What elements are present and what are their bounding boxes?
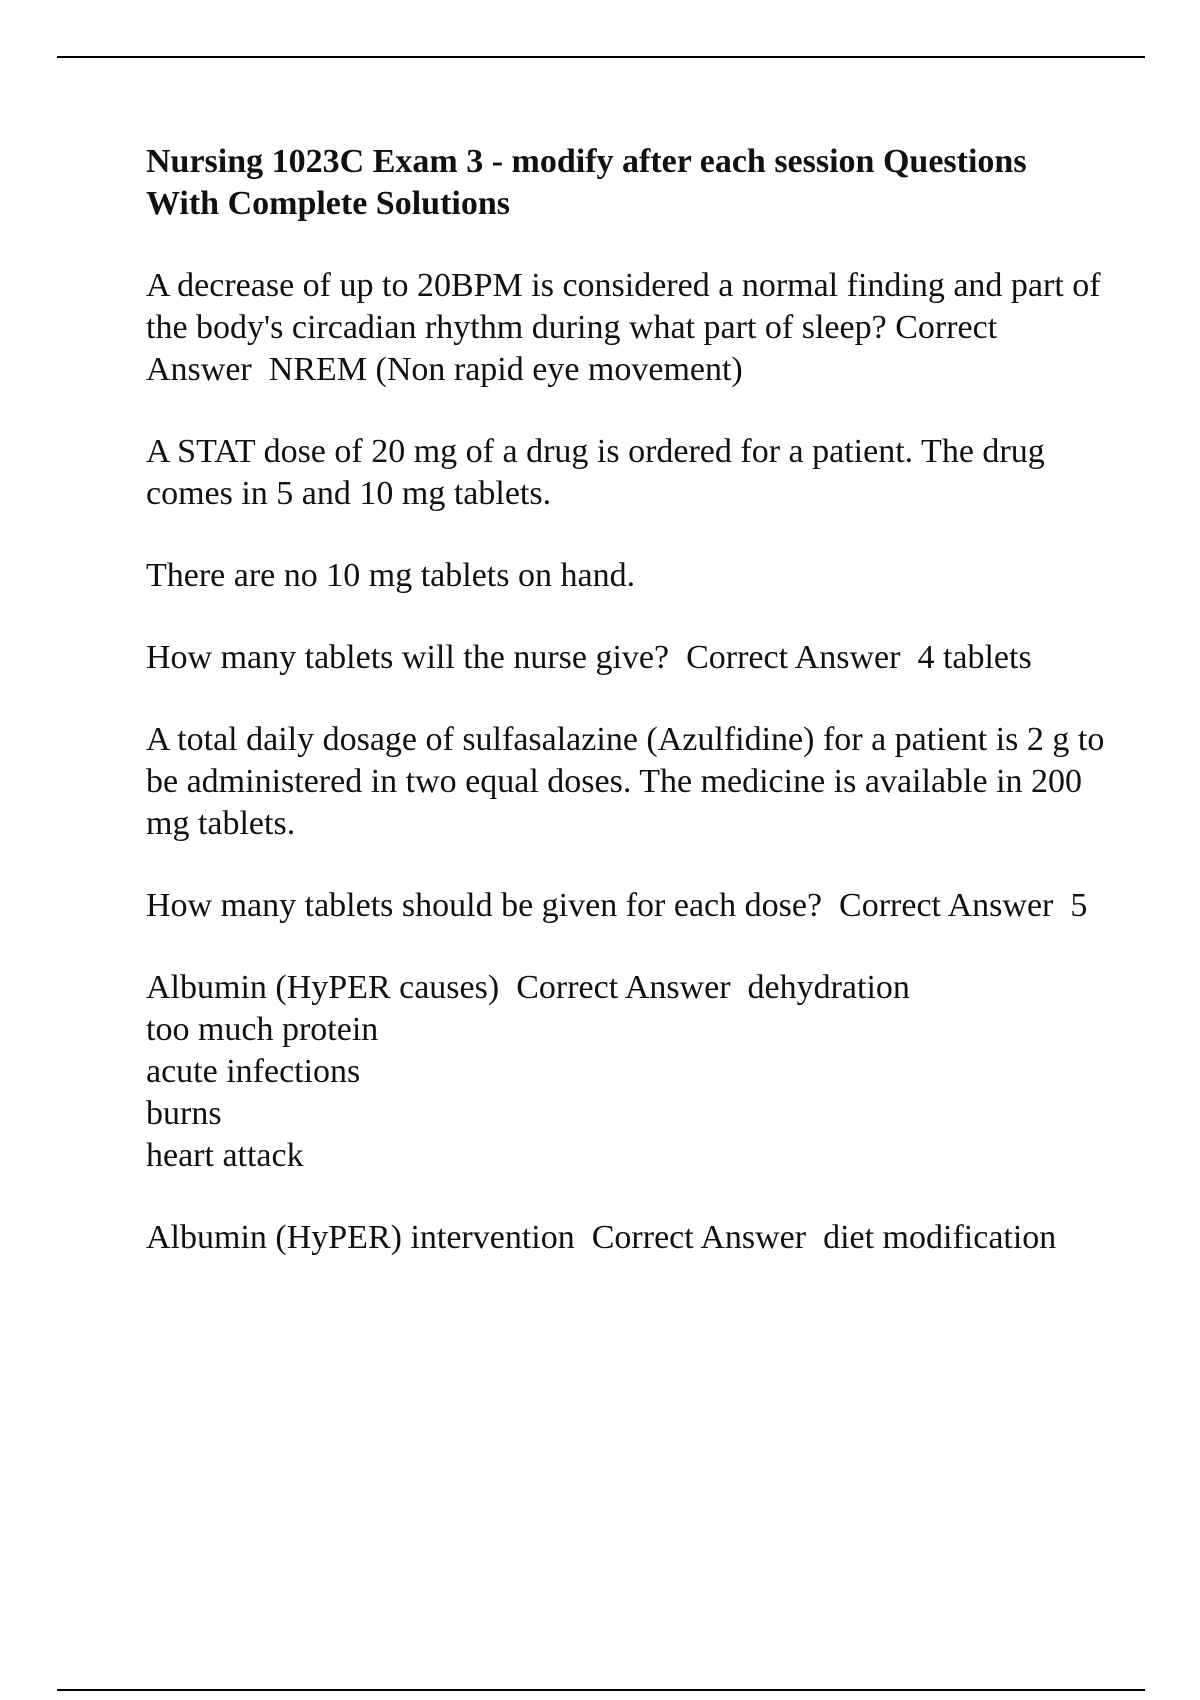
answer-line: burns xyxy=(146,1095,222,1132)
answer-text: diet modification xyxy=(823,1219,1057,1256)
qa-first-line xyxy=(146,967,1106,1009)
answer-label: Correct Answer xyxy=(146,309,998,388)
paragraph-1: A STAT dose of 20 mg of a drug is ordered for a patient. The drug comes in 5 and 10 mg tablets. xyxy=(146,433,1045,512)
qa-block-4 xyxy=(146,967,1106,1177)
qa-block-5 xyxy=(146,1217,1106,1259)
answer-line: dehydration xyxy=(747,969,910,1006)
answer-line: too much protein xyxy=(146,1011,379,1048)
question-text: A decrease of up to 20BPM is considered a normal finding and part of the body's circadian rhythm during what part of sleep? xyxy=(146,267,1101,346)
top-rule xyxy=(57,56,1145,58)
answer-line: heart attack xyxy=(146,1137,304,1174)
qa-block-2 xyxy=(146,637,1106,679)
paragraph-2: There are no 10 mg tablets on hand. xyxy=(146,557,636,594)
document-body xyxy=(146,141,1106,1299)
question-text: Albumin (HyPER) intervention xyxy=(146,1219,575,1256)
answer-label: Correct Answer xyxy=(839,887,1054,924)
answer-text: 5 xyxy=(1070,887,1088,924)
question-text: Albumin (HyPER causes) xyxy=(146,969,500,1006)
document-title: Nursing 1023C Exam 3 - modify after each session Questions With Complete Solutions xyxy=(146,143,1027,222)
question-text: How many tablets will the nurse give? xyxy=(146,639,670,676)
answer-label: Correct Answer xyxy=(686,639,901,676)
qa-block-1 xyxy=(146,265,1106,391)
question-text: How many tablets should be given for each dose? xyxy=(146,887,823,924)
answer-text: 4 tablets xyxy=(917,639,1032,676)
answer-line: acute infections xyxy=(146,1053,361,1090)
answer-label: Correct Answer xyxy=(516,969,731,1006)
answer-text: NREM (Non rapid eye movement) xyxy=(268,351,743,388)
bottom-rule xyxy=(57,1689,1145,1691)
answer-label: Correct Answer xyxy=(591,1219,807,1256)
paragraph-3: A total daily dosage of sulfasalazine (Azulfidine) for a patient is 2 g to be administered in two equal doses. The medicine is available in 200 mg tablets. xyxy=(146,721,1105,842)
qa-block-3 xyxy=(146,885,1106,927)
